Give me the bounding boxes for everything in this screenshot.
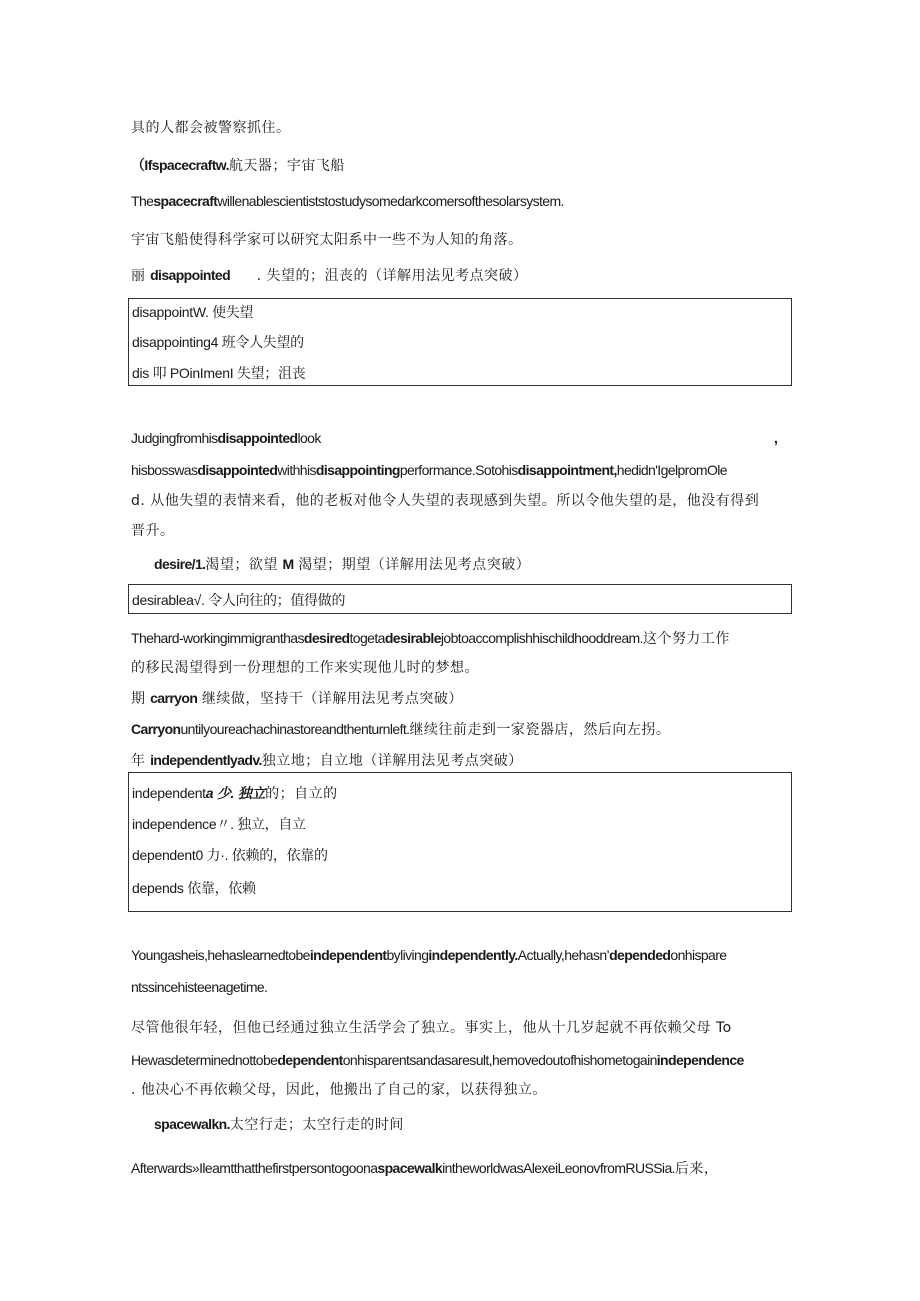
translation-desire: 的移民渴望得到一份理想的工作来实现他儿时的梦想。 — [131, 660, 479, 676]
example-keyword: dependent — [277, 1052, 343, 1068]
entry-spacecraft — [131, 155, 345, 176]
word-family-row: disappointing4 班令人失望的 — [132, 334, 304, 350]
example-disappointed-2 — [131, 460, 727, 480]
entry-definition: 航天器；宇宙飞船 — [228, 158, 345, 174]
example-spacewalk — [131, 1158, 718, 1179]
example-keyword: disappointed — [217, 430, 298, 446]
entry-definition: 渴望；欲望 — [205, 557, 278, 573]
example-text: look — [297, 430, 321, 446]
example-text: willenablescientiststostudysomedarkcomersofthesolarsystem. — [217, 193, 564, 209]
entry-independently — [131, 750, 523, 771]
example-text: togeta — [349, 630, 385, 646]
entry-pos: M — [282, 556, 294, 572]
word-family-row — [132, 783, 338, 803]
example-text: Afterwards»Ileamtthatthefirstpersontogoona — [131, 1160, 378, 1176]
example-text: Hewasdeterminednottobe — [131, 1052, 278, 1068]
entry-term: （Ifspacecraftw. — [131, 157, 229, 173]
example-text: Actually,hehasn — [517, 947, 607, 963]
example-text: withhis — [277, 462, 316, 478]
entry-spacewalk — [154, 1114, 404, 1135]
entry-marker: 期 — [131, 691, 146, 707]
entry-term: carryon — [150, 690, 198, 706]
word-family-row: dependent0 力·. 依赖的，依靠的 — [132, 847, 328, 863]
word-family-definition: 的；自立的 — [265, 786, 338, 802]
example-spacecraft — [131, 191, 564, 211]
example-text: performance.Sotohis — [399, 462, 518, 478]
text-line-1: 具的人都会被警察抓住。 — [131, 120, 291, 136]
example-text: Judgingfromhis — [131, 430, 218, 446]
example-comma: , — [774, 430, 778, 446]
entry-definition: 独立地；自立地（详解用法见考点突破） — [261, 753, 523, 769]
example-keyword: spacewalk — [377, 1160, 443, 1176]
entry-desire — [154, 554, 530, 575]
example-text: intheworldwasAlexeiLeonovfromRUSSia. — [442, 1160, 675, 1176]
example-text: Youngasheis,hehaslearnedtobe — [131, 947, 310, 963]
example-keyword: Carryon — [131, 721, 181, 737]
example-keyword: disappointed — [197, 462, 278, 478]
entry-definition: . 失望的；沮丧的（详解用法见考点突破） — [256, 268, 528, 284]
example-text: hisbosswas — [131, 462, 198, 478]
example-keyword: disappointing — [315, 462, 400, 478]
example-keyword: independent — [309, 947, 387, 963]
example-text: hedidn'IgelpromOle — [616, 462, 727, 478]
example-independent-2 — [131, 1050, 744, 1070]
translation-text: 继续往前走到一家瓷器店，然后向左拐。 — [409, 722, 671, 738]
word-family-pos: a 少. 独立 — [205, 785, 266, 801]
example-text: onhispare — [670, 947, 727, 963]
word-family-box-independent — [128, 772, 792, 912]
entry-term: disappointed — [150, 267, 231, 283]
example-text: Thehard-workingimmigranthas — [131, 630, 304, 646]
example-keyword: spacecraft — [153, 193, 218, 209]
entry-definition: 渴望；期望（详解用法见考点突破） — [298, 557, 531, 573]
example-keyword: independently. — [428, 947, 518, 963]
word-family-box-disappoint — [128, 298, 792, 386]
example-keyword: disappointment, — [517, 462, 617, 478]
example-text: jobtoaccomplishhischildhooddream. — [440, 630, 643, 646]
word-family-row: independence〃. 独立，自立 — [132, 816, 306, 832]
entry-carryon — [131, 688, 463, 709]
word-family-row: desirablea√. 令人向往的；值得做的 — [132, 592, 346, 608]
example-desire — [131, 628, 730, 649]
word-family-box-desire — [128, 584, 792, 614]
example-text: onhisparentsandasaresult,hemovedoutofhishometogain — [342, 1052, 657, 1068]
word-family-row: depends 依靠，依赖 — [132, 880, 256, 896]
entry-definition: 继续做，坚持干（详解用法见考点突破） — [201, 691, 463, 707]
translation-disappointed-cont: 晋升。 — [131, 523, 175, 539]
entry-term: spacewalkn. — [154, 1116, 230, 1132]
entry-definition: 太空行走；太空行走的时间 — [229, 1117, 404, 1133]
translation-disappointed: d. 从他失望的表情来看，他的老板对他令人失望的表现感到失望。所以令他失望的是，他没有得到 — [131, 493, 760, 509]
entry-marker: 年 — [131, 753, 146, 769]
example-text: byliving — [386, 947, 429, 963]
example-disappointed-1 — [131, 428, 321, 448]
entry-term: independentlyadv. — [150, 752, 262, 768]
example-text: untilyoureachachinastoreandthenturnleft. — [180, 721, 410, 737]
example-carryon — [131, 719, 670, 740]
example-keyword: depended — [609, 947, 671, 963]
word-family-term: independent — [132, 785, 206, 801]
entry-disappointed — [131, 265, 528, 286]
example-keyword: desired — [303, 630, 350, 646]
example-independent-1: Youngasheis,hehaslearnedtobeindependentbylivingindependently.Actually,hehasn’dependedonhispare — [131, 947, 727, 963]
example-keyword: independence — [656, 1052, 744, 1068]
entry-marker: 丽 — [131, 268, 146, 284]
translation-text: 这个努力工作 — [642, 631, 730, 647]
translation-text: 后来， — [674, 1161, 719, 1177]
word-family-row: disappointW. 使失望 — [132, 304, 254, 320]
translation-independent-2: . 他决心不再依赖父母，因此，他搬出了自己的家，以获得独立。 — [131, 1082, 547, 1098]
entry-term: desire/1. — [154, 556, 206, 572]
translation-independent-1: 尽管他很年轻，但他已经通过独立生活学会了独立。事实上，他从十几岁起就不再依赖父母 To — [131, 1020, 732, 1036]
translation-spacecraft: 宇宙飞船使得科学家可以研究太阳系中一些不为人知的角落。 — [131, 232, 523, 248]
word-family-row: dis 叩 POinImenI 失望；沮丧 — [132, 365, 306, 381]
example-independent-1-cont: ntssincehisteenagetime. — [131, 979, 268, 995]
example-text: The — [131, 193, 154, 209]
example-keyword: desirable — [384, 630, 441, 646]
